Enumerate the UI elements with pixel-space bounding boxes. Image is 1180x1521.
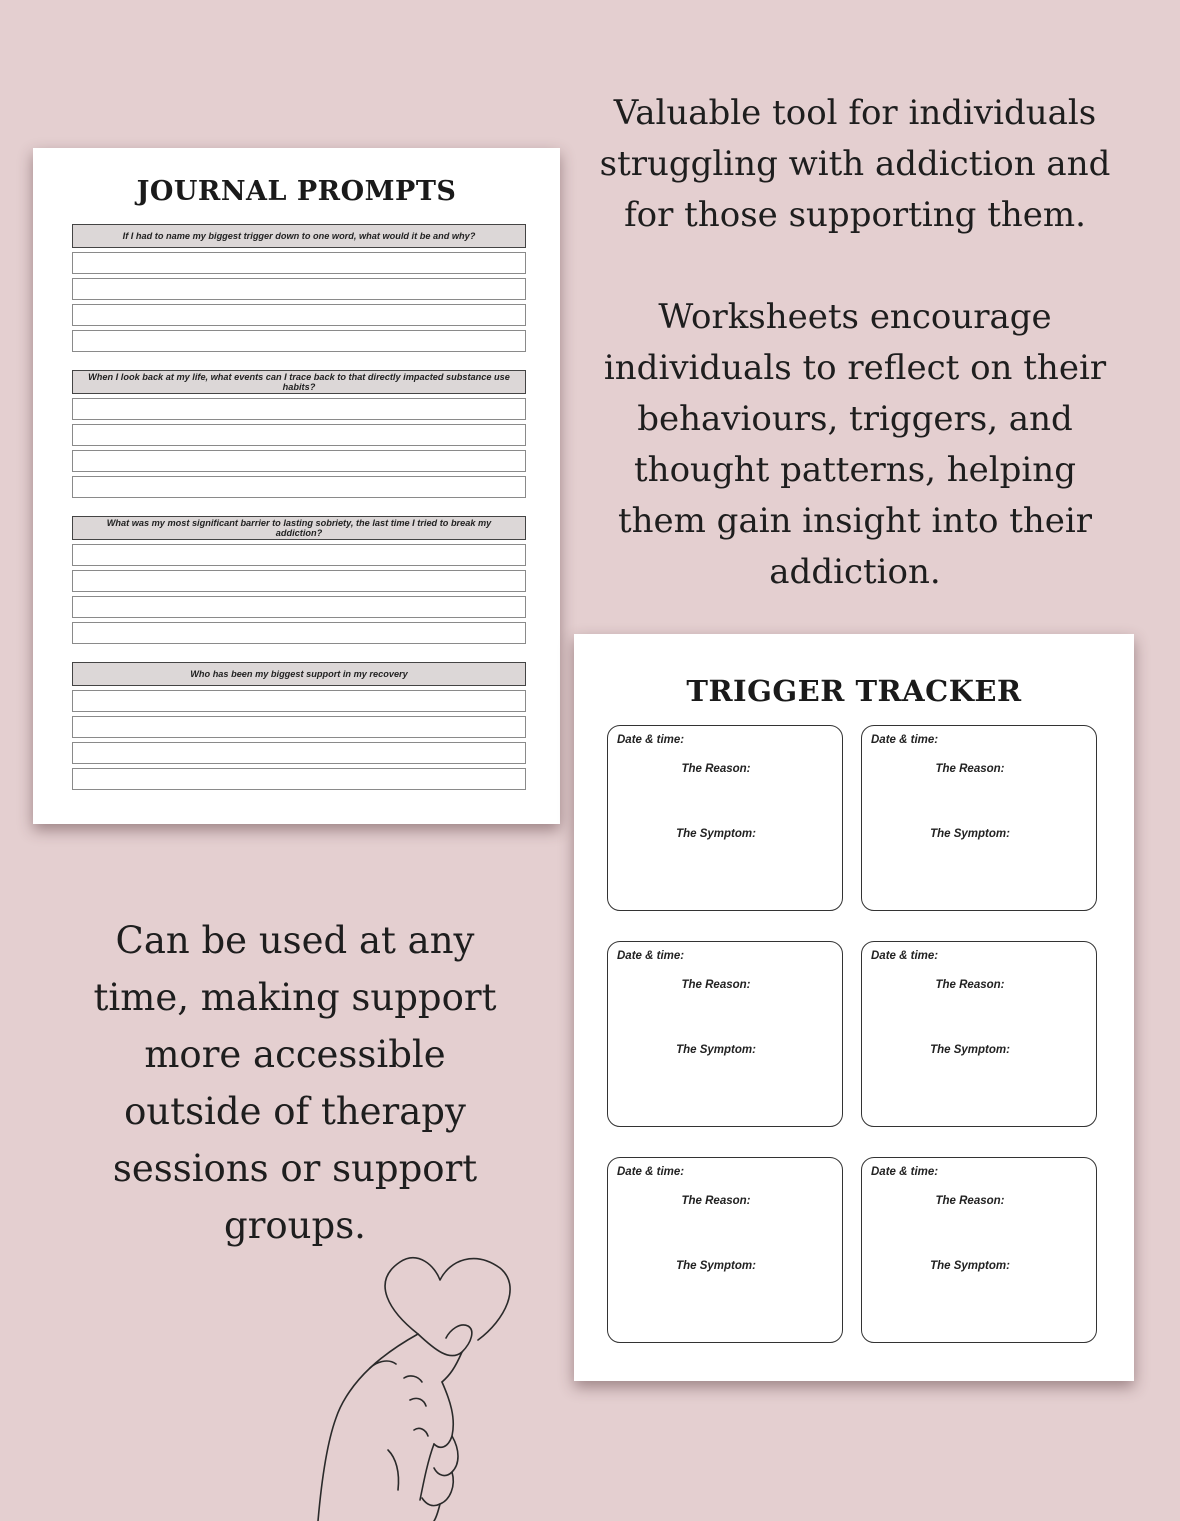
answer-line (72, 476, 526, 498)
intro-paragraph-2: Worksheets encourage individuals to reflect on their behaviours, triggers, and thought patterns, helping them gain insight into their addiction. (603, 297, 1107, 592)
journal-title: JOURNAL PROMPTS (136, 176, 457, 207)
reason-label: The Reason: (681, 979, 751, 991)
usage-blurb: Can be used at any time, making support more accessible outside of therapy sessions or support groups. (93, 919, 497, 1247)
tracker-title: TRIGGER TRACKER (686, 674, 1022, 708)
answer-line (72, 716, 526, 738)
reason-label: The Reason: (935, 1195, 1005, 1207)
reason-label: The Reason: (935, 763, 1005, 775)
answer-line (72, 304, 526, 326)
tracker-entry-6 (861, 1157, 1097, 1343)
tracker-entry-1 (607, 725, 843, 911)
date-time-label: Date & time: (617, 1166, 685, 1178)
symptom-label: The Symptom: (676, 828, 756, 840)
reason-label: The Reason: (681, 763, 751, 775)
answer-line (72, 742, 526, 764)
prompt-question-4: Who has been my biggest support in my recovery (72, 662, 526, 686)
answer-line (72, 690, 526, 712)
trigger-tracker-sheet (574, 634, 1134, 1381)
prompt-question-3: What was my most significant barrier to lasting sobriety, the last time I tried to break my addiction? (72, 516, 526, 540)
date-time-label: Date & time: (871, 1166, 939, 1178)
answer-line (72, 544, 526, 566)
intro-blurb (585, 88, 1125, 598)
answer-line (72, 450, 526, 472)
answer-line (72, 424, 526, 446)
answer-line (72, 252, 526, 274)
reason-label: The Reason: (681, 1195, 751, 1207)
reason-label: The Reason: (935, 979, 1005, 991)
prompt-question-2: When I look back at my life, what events can I trace back to that directly impacted substance use habits? (72, 370, 526, 394)
answer-line (72, 278, 526, 300)
date-time-label: Date & time: (871, 950, 939, 962)
prompt-block-4 (72, 662, 526, 790)
symptom-label: The Symptom: (930, 828, 1010, 840)
prompt-question-1: If I had to name my biggest trigger down to one word, what would it be and why? (72, 224, 526, 248)
tracker-entry-4 (861, 941, 1097, 1127)
symptom-label: The Symptom: (930, 1044, 1010, 1056)
date-time-label: Date & time: (617, 734, 685, 746)
date-time-label: Date & time: (871, 734, 939, 746)
answer-line (72, 622, 526, 644)
answer-line (72, 398, 526, 420)
prompt-block-2 (72, 370, 526, 498)
tracker-entry-2 (861, 725, 1097, 911)
tracker-entry-5 (607, 1157, 843, 1343)
tracker-entry-3 (607, 941, 843, 1127)
symptom-label: The Symptom: (930, 1260, 1010, 1272)
prompt-block-1 (72, 224, 526, 352)
symptom-label: The Symptom: (676, 1044, 756, 1056)
heart-hand-icon (300, 1250, 530, 1521)
answer-line (72, 570, 526, 592)
answer-line (72, 330, 526, 352)
answer-line (72, 768, 526, 790)
intro-paragraph-1: Valuable tool for individuals struggling with addiction and for those supporting them. (599, 93, 1111, 235)
symptom-label: The Symptom: (676, 1260, 756, 1272)
answer-line (72, 596, 526, 618)
date-time-label: Date & time: (617, 950, 685, 962)
journal-prompts-sheet (33, 148, 560, 824)
prompt-block-3 (72, 516, 526, 644)
